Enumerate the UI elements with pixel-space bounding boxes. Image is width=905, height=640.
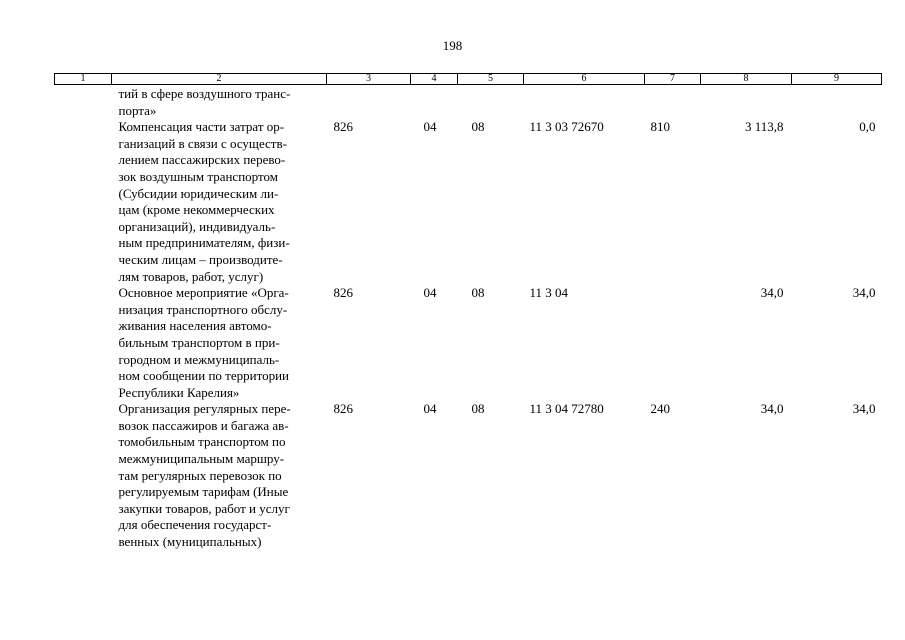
ministry-code-cell	[327, 85, 411, 120]
expense-type-cell	[645, 85, 701, 120]
item-name-line: там регулярных перевозок по	[118, 467, 282, 483]
item-name-cell	[112, 285, 327, 401]
item-name-line: (Субсидии юридическим ли-	[118, 185, 279, 201]
item-name-line: Компенсация части затрат ор-	[118, 119, 285, 135]
row-number-cell	[55, 119, 112, 285]
column-header: 9	[792, 74, 882, 85]
section-cell: 04	[423, 119, 437, 135]
target-article-cell: 11 3 04 72780	[529, 401, 604, 417]
item-name-line: городном и межмуниципаль-	[118, 351, 280, 367]
item-name-line: цам (кроме некоммерческих	[118, 202, 275, 218]
item-name-line: тий в сфере воздушного транс-	[118, 86, 291, 101]
item-name-line: ческим лицам – производите-	[118, 251, 283, 267]
table-row	[55, 285, 882, 401]
table-row	[55, 85, 882, 120]
item-name-line: живания населения автомо-	[118, 318, 272, 334]
item-name-line: лением пассажирских перево-	[118, 152, 286, 168]
item-name-line: возок пассажиров и багажа ав-	[118, 417, 289, 433]
subsection-cell: 08	[471, 401, 485, 417]
ministry-code-cell: 826	[333, 401, 353, 417]
column-header: 8	[701, 74, 792, 85]
amount-cell: 34,0	[760, 285, 784, 301]
row-number-cell	[55, 85, 112, 120]
amount-cell	[792, 85, 882, 120]
expense-type-cell	[645, 285, 701, 401]
item-name-line: ным предпринимателям, физи-	[118, 235, 290, 251]
ministry-code-cell: 826	[333, 119, 353, 135]
item-name-line: регулируемым тарифам (Иные	[118, 484, 289, 500]
section-cell	[411, 85, 458, 120]
item-name-line: межмуниципальным маршру-	[118, 451, 285, 467]
item-name-line: зок воздушным транспортом	[118, 168, 278, 184]
ministry-code-cell: 826	[333, 285, 353, 301]
item-name-line: бильным транспортом в при-	[118, 334, 280, 350]
amount-cell: 34,0	[852, 285, 876, 301]
expense-type-cell: 240	[650, 401, 670, 417]
item-name-line: ганизаций в связи с осуществ-	[118, 135, 287, 151]
amount-cell: 3 113,8	[744, 119, 784, 135]
amount-cell: 34,0	[852, 401, 876, 417]
item-name-line: ном сообщении по территории	[118, 368, 290, 384]
row-number-cell	[55, 285, 112, 401]
expense-type-cell: 810	[650, 119, 670, 135]
page-number: 198	[442, 38, 463, 53]
subsection-cell	[458, 85, 524, 120]
amount-cell: 34,0	[760, 401, 784, 417]
column-header: 5	[458, 74, 524, 85]
column-header: 7	[645, 74, 701, 85]
row-number-cell	[55, 401, 112, 550]
item-name-cell	[112, 85, 327, 120]
header-row	[55, 74, 882, 85]
table-row	[55, 401, 882, 550]
item-name-line: лям товаров, работ, услуг)	[118, 268, 264, 284]
item-name-line: Республики Карелия»	[118, 384, 240, 400]
item-name-cell	[112, 401, 327, 550]
amount-cell	[701, 85, 792, 120]
item-name-line: низация транспортного обслу-	[118, 301, 288, 317]
subsection-cell: 08	[471, 285, 485, 301]
item-name-line: томобильным транспортом по	[118, 434, 286, 450]
item-name-line: Организация регулярных пере-	[118, 401, 291, 417]
item-name-line: Основное мероприятие «Орга-	[118, 285, 289, 301]
column-header: 2	[112, 74, 327, 85]
item-name-cell	[112, 119, 327, 285]
target-article-cell	[524, 85, 645, 120]
item-name-line: венных (муниципальных)	[118, 534, 262, 550]
table-body	[55, 85, 882, 551]
column-header: 6	[524, 74, 645, 85]
subsection-cell: 08	[471, 119, 485, 135]
column-header: 3	[327, 74, 411, 85]
column-header: 4	[411, 74, 458, 85]
budget-table	[54, 73, 882, 551]
target-article-cell: 11 3 04	[529, 285, 569, 301]
item-name-line: для обеспечения государст-	[118, 517, 272, 533]
section-cell: 04	[423, 285, 437, 301]
table-row	[55, 119, 882, 285]
table-header	[55, 74, 882, 85]
item-name-line: организаций), индивидуаль-	[118, 218, 276, 234]
section-cell: 04	[423, 401, 437, 417]
item-name-line: порта»	[118, 102, 157, 118]
column-header: 1	[55, 74, 112, 85]
amount-cell: 0,0	[859, 119, 876, 135]
target-article-cell: 11 3 03 72670	[529, 119, 604, 135]
item-name-line: закупки товаров, работ и услуг	[118, 500, 290, 516]
